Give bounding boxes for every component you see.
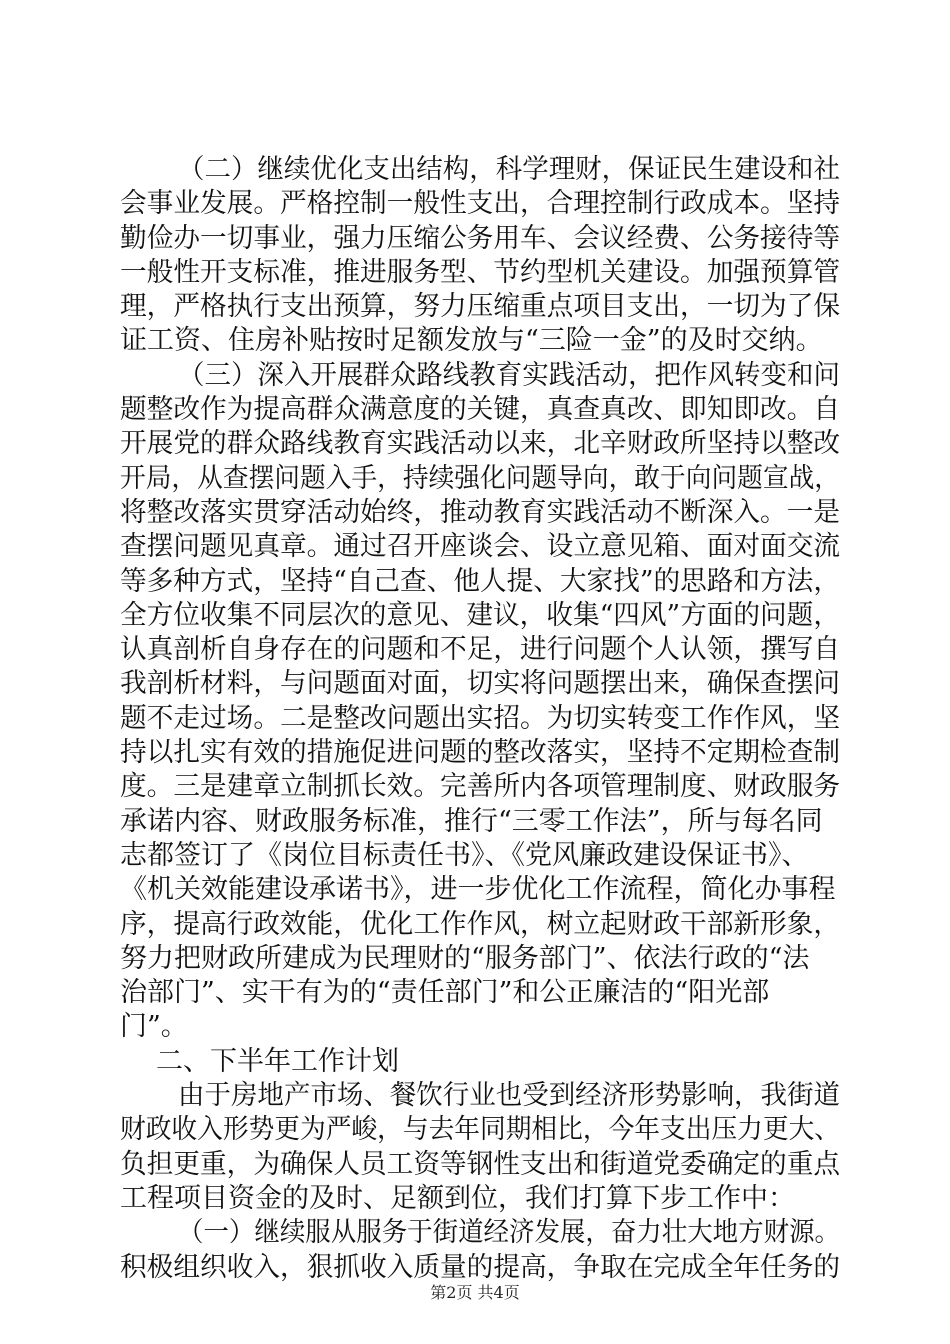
text-line: 我剖析材料，与问题面对面，切实将问题摆出来，确保查摆问 (120, 668, 841, 700)
text-line: 会事业发展。严格控制一般性支出，合理控制行政成本。坚持 (120, 188, 841, 220)
text-line: 门”。 (120, 1011, 188, 1043)
text-line: 认真剖析自身存在的问题和不足，进行问题个人认领，撰写自 (120, 634, 841, 666)
text-line: 一般性开支标准，推进服务型、节约型机关建设。加强预算管 (120, 256, 841, 288)
text-line: 勤俭办一切事业，强力压缩公务用车、会议经费、公务接待等 (120, 222, 841, 254)
text-line: 工程项目资金的及时、足额到位，我们打算下步工作中： (120, 1182, 795, 1214)
text-line: 志都签订了《岗位目标责任书》、《党风廉政建设保证书》、 (120, 839, 809, 871)
text-line: 开展党的群众路线教育实践活动以来，北辛财政所坚持以整改 (120, 428, 841, 460)
text-line: 序，提高行政效能，优化工作作风，树立起财政干部新形象， (120, 908, 841, 940)
text-line: 努力把财政所建成为民理财的“服务部门”、依法行政的“法 (120, 942, 810, 974)
text-line: 积极组织收入，狠抓收入质量的提高，争取在完成全年任务的 (120, 1251, 841, 1283)
text-line: （一）继续服从服务于街道经济发展，奋力壮大地方财源。 (178, 1217, 840, 1249)
page-number-footer: 第2页 共4页 (430, 1283, 520, 1302)
text-line: （二）继续优化支出结构，科学理财，保证民生建设和社 (178, 154, 840, 185)
text-line: （三）深入开展群众路线教育实践活动，把作风转变和问 (178, 359, 840, 391)
text-line: 证工资、住房补贴按时足额发放与“三险一金”的及时交纳。 (120, 325, 823, 357)
text-line: 由于房地产市场、餐饮行业也受到经济形势影响，我街道 (178, 1080, 840, 1112)
text-line: 负担更重，为确保人员工资等钢性支出和街道党委确定的重点 (120, 1148, 841, 1180)
text-line: 理，严格执行支出预算，努力压缩重点项目支出，一切为了保 (120, 291, 841, 323)
text-line: 持以扎实有效的措施促进问题的整改落实，坚持不定期检查制 (120, 737, 841, 769)
text-line: 承诺内容、财政服务标准，推行“三零工作法”，所与每名同 (120, 805, 823, 837)
text-line: 将整改落实贯穿活动始终，推动教育实践活动不断深入。一是 (120, 496, 841, 528)
text-line: 财政收入形势更为严峻，与去年同期相比，今年支出压力更大、 (120, 1114, 841, 1146)
text-line: 等多种方式，坚持“自己查、他人提、大家找”的思路和方法， (120, 565, 840, 597)
text-line: 治部门”、实干有为的“责任部门”和公正廉洁的“阳光部 (120, 977, 770, 1009)
text-line: 全方位收集不同层次的意见、建议，收集“四风”方面的问题， (120, 599, 840, 631)
text-line: 二、下半年工作计划 (156, 1045, 399, 1077)
text-line: 题不走过场。二是整改问题出实招。为切实转变工作作风，坚 (120, 702, 841, 734)
text-line: 开局，从查摆问题入手，持续强化问题导向，敢于向问题宣战， (120, 462, 841, 494)
text-line: 度。三是建章立制抓长效。完善所内各项管理制度、财政服务 (120, 771, 841, 803)
document-body (120, 153, 840, 1285)
text-line: 题整改作为提高群众满意度的关键，真查真改、即知即改。自 (120, 394, 841, 426)
text-line: 《机关效能建设承诺书》，进一步优化工作流程，简化办事程 (120, 874, 836, 906)
text-line: 查摆问题见真章。通过召开座谈会、设立意见箱、面对面交流 (120, 531, 841, 563)
